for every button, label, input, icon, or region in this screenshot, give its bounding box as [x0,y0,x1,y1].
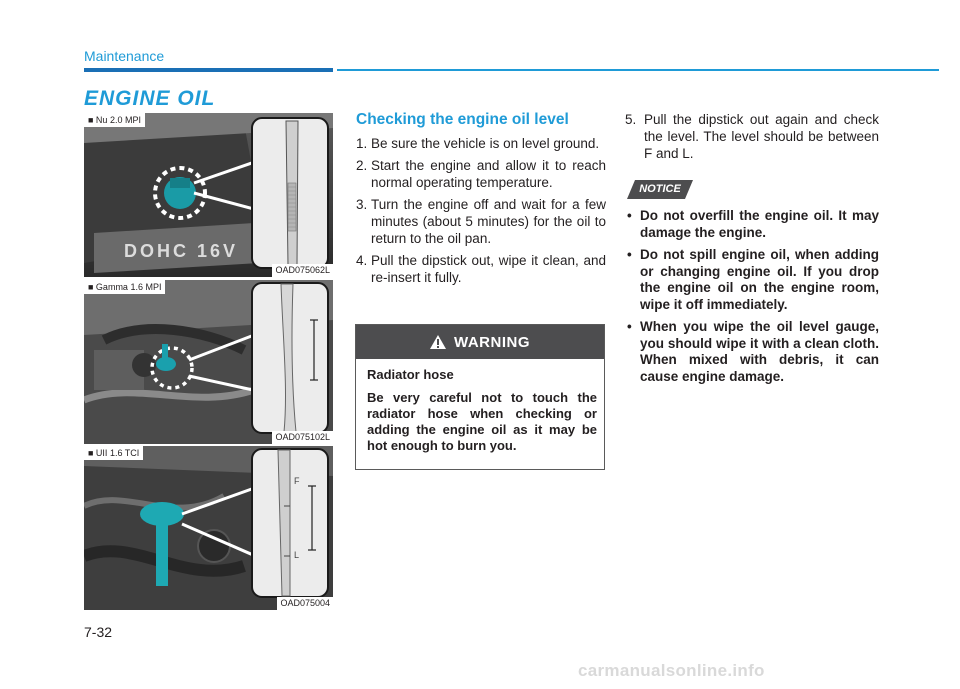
notice-text: When you wipe the oil level gauge, you should wipe it with a clean cloth. When mixed with debris, it can cause engine damage. [640,319,879,384]
figure-code: OAD075062L [272,264,333,277]
step-item [356,196,606,247]
dipstick-mark-l: L [294,550,300,560]
step-number: 5. [625,112,637,127]
engine-badge-text: DOHC 16V [124,241,239,261]
header-rule-light [337,69,939,71]
step-item [356,157,606,191]
dipstick-mark-f: F [294,476,300,486]
figure-tag: ■ Nu 2.0 MPI [84,113,145,127]
notice-item [625,319,879,385]
page-number: 7-32 [84,624,113,640]
header-rule-dark [84,68,333,72]
step-number: 4. [356,253,368,268]
notice-item [625,208,879,241]
warning-box [355,324,605,470]
warning-body [356,359,604,454]
bullet-icon: • [627,319,632,334]
page-title: ENGINE OIL [84,87,216,110]
notice-label: NOTICE [639,183,681,195]
warning-subject: Radiator hose [367,367,454,382]
notice-list [625,208,879,391]
step-text: Be sure the vehicle is on level ground. [371,136,600,151]
notice-text: Do not overfill the engine oil. It may damage the engine. [640,208,879,240]
warning-header [356,325,604,359]
step-text: Pull the dipstick out, wipe it clean, and re-insert it fully. [371,253,606,285]
engine-photo-nu [84,113,333,277]
step-item [356,135,606,152]
steps-list [356,135,606,291]
engine-photo-uii [84,446,333,610]
step-text: Turn the engine off and wait for a few minutes (about 5 minutes) for the oil to return to the oil pan. [371,197,606,246]
step-item [625,111,879,162]
step-number: 1. [356,136,368,151]
warning-triangle-icon [430,335,446,349]
warning-title: WARNING [454,333,530,351]
bullet-icon: • [627,247,632,262]
watermark: carmanualsonline.info [578,661,765,680]
section-label: Maintenance [84,48,165,64]
section-heading: Checking the engine oil level [356,111,569,128]
notice-item [625,247,879,313]
engine-photo-gamma [84,280,333,444]
step-text: Start the engine and allow it to reach normal operating temperature. [371,158,606,190]
figure-code: OAD075004 [277,597,333,610]
warning-text: Be very careful not to touch the radiator hose when checking or adding the engine oil as it may be hot enough to burn you. [367,390,597,453]
figure-tag: ■ Gamma 1.6 MPI [84,280,165,294]
step-number: 2. [356,158,368,173]
figure-tag: ■ UII 1.6 TCI [84,446,143,460]
step-number: 3. [356,197,368,212]
figure-code: OAD075102L [272,431,333,444]
step-item [356,252,606,286]
notice-text: Do not spill engine oil, when adding or changing engine oil. If you drop the engine oil on the engine room, wipe it off immediately. [640,247,879,312]
bullet-icon: • [627,208,632,223]
step-text: Pull the dipstick out again and check the level. The level should be between F and L. [644,112,879,161]
